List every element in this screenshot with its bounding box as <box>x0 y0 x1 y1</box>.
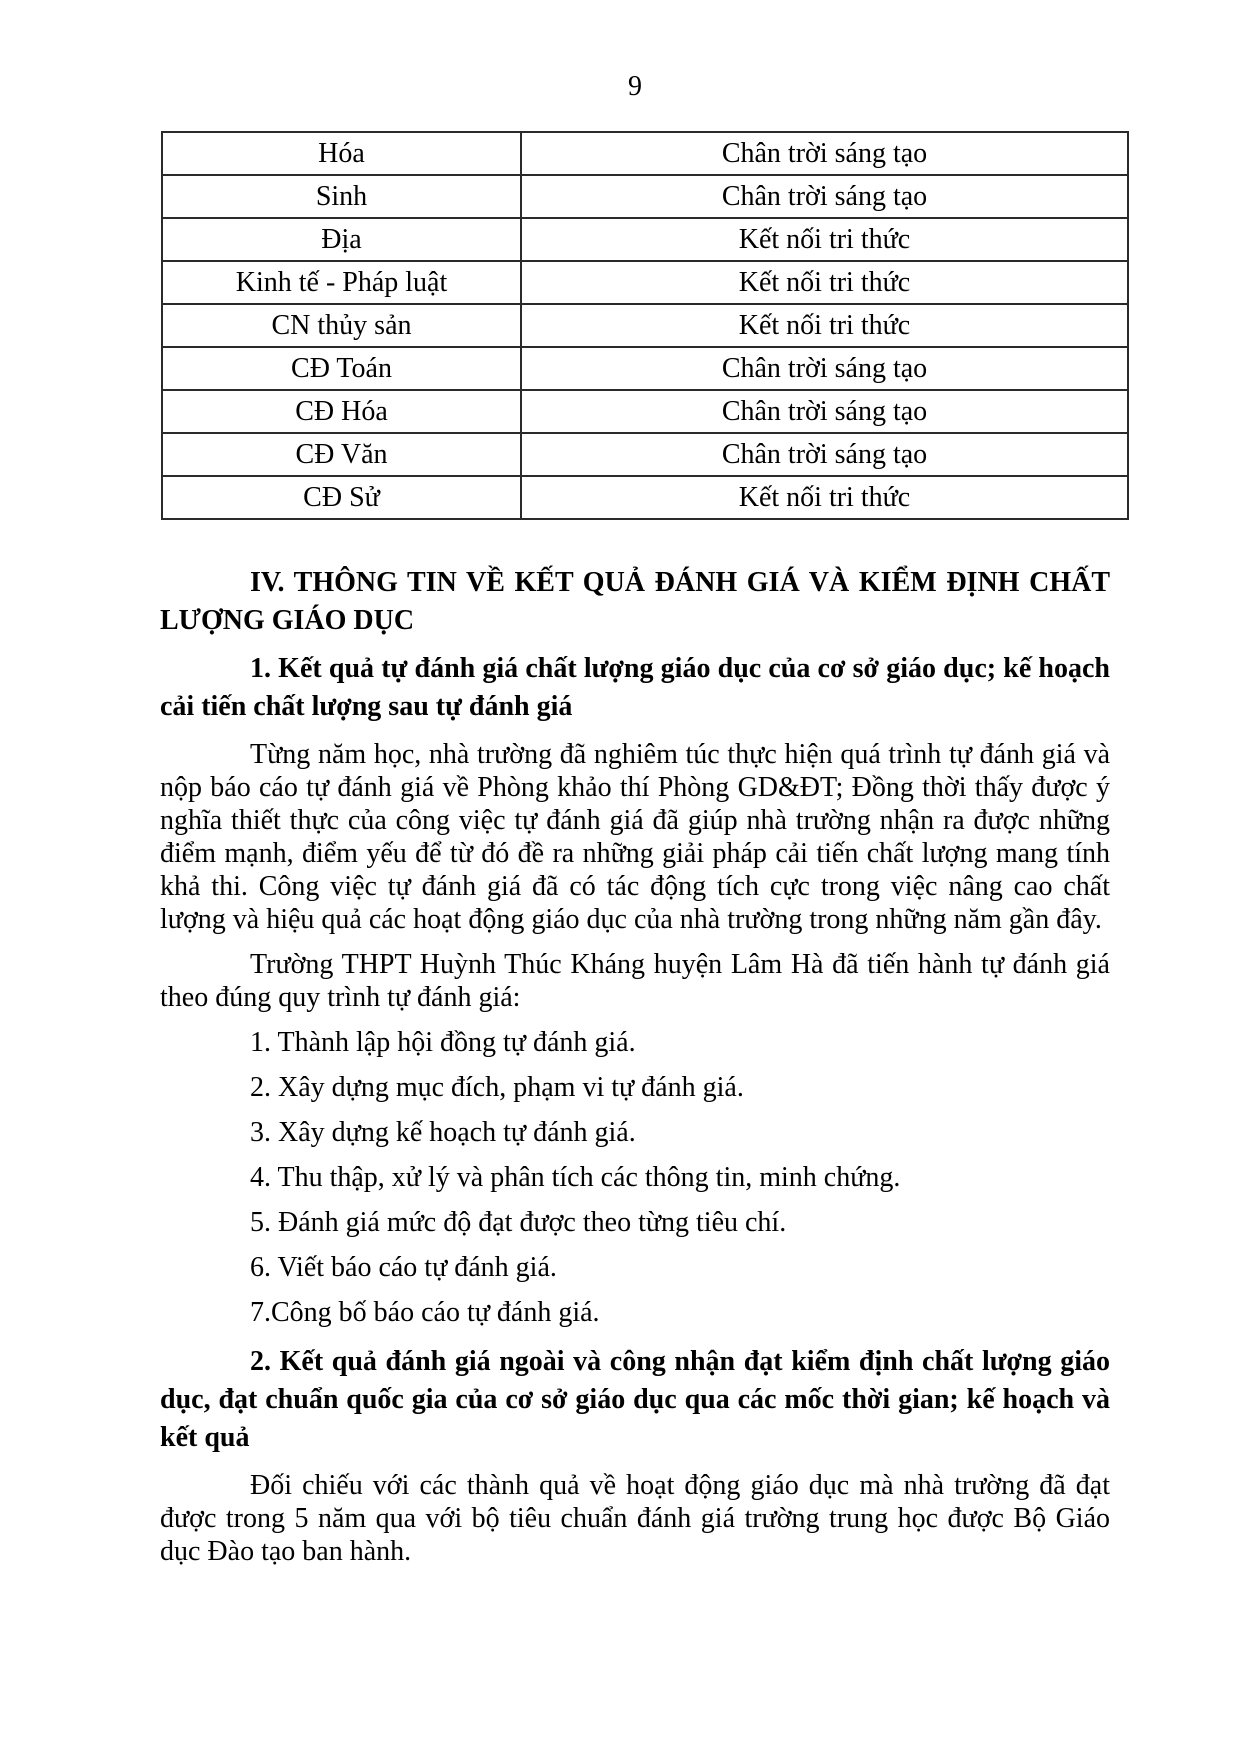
subject-cell: CĐ Sử <box>162 476 521 519</box>
subsection-1-heading: 1. Kết quả tự đánh giá chất lượng giáo dục của cơ sở giáo dục; kế hoạch cải tiến chất lượng sau tự đánh giá <box>160 653 1110 722</box>
table-row <box>162 390 1128 433</box>
subject-cell: Hóa <box>162 132 521 175</box>
list-item-step-1: 1. Thành lập hội đồng tự đánh giá. <box>250 1027 636 1058</box>
list-item-step-2: 2. Xây dựng mục đích, phạm vi tự đánh giá. <box>250 1072 744 1103</box>
paragraph-comparison: Đối chiếu với các thành quả về hoạt động giáo dục mà nhà trường đã đạt được trong 5 năm qua với bộ tiêu chuẩn đánh giá trường trung học được Bộ Giáo dục Đào tạo ban hành. <box>160 1470 1110 1567</box>
subject-cell: Sinh <box>162 175 521 218</box>
paragraph-school-process: Trường THPT Huỳnh Thúc Kháng huyện Lâm Hà đã tiến hành tự đánh giá theo đúng quy trình tự đánh giá: <box>160 949 1110 1013</box>
book-cell: Kết nối tri thức <box>521 476 1128 519</box>
page-number: 9 <box>628 71 642 102</box>
book-cell: Chân trời sáng tạo <box>521 433 1128 476</box>
table-row <box>162 132 1128 175</box>
table-row <box>162 304 1128 347</box>
table-row <box>162 261 1128 304</box>
table-row <box>162 175 1128 218</box>
subject-cell: CĐ Toán <box>162 347 521 390</box>
book-cell: Chân trời sáng tạo <box>521 175 1128 218</box>
book-cell: Chân trời sáng tạo <box>521 347 1128 390</box>
table-row <box>162 218 1128 261</box>
subject-cell: Kinh tế - Pháp luật <box>162 261 521 304</box>
section-iv-heading: IV. THÔNG TIN VỀ KẾT QUẢ ĐÁNH GIÁ VÀ KIỂM ĐỊNH CHẤT LƯỢNG GIÁO DỤC <box>160 567 1110 636</box>
book-cell: Chân trời sáng tạo <box>521 390 1128 433</box>
subject-cell: CĐ Hóa <box>162 390 521 433</box>
subject-cell: Địa <box>162 218 521 261</box>
subject-cell: CN thủy sản <box>162 304 521 347</box>
list-item-step-5: 5. Đánh giá mức độ đạt được theo từng tiêu chí. <box>250 1207 787 1238</box>
book-cell: Kết nối tri thức <box>521 218 1128 261</box>
subject-cell: CĐ Văn <box>162 433 521 476</box>
table-row <box>162 476 1128 519</box>
book-cell: Chân trời sáng tạo <box>521 132 1128 175</box>
list-item-step-4: 4. Thu thập, xử lý và phân tích các thông tin, minh chứng. <box>250 1162 901 1193</box>
paragraph-self-assessment: Từng năm học, nhà trường đã nghiêm túc thực hiện quá trình tự đánh giá và nộp báo cáo tự đánh giá về Phòng khảo thí Phòng GD&ĐT; Đồng thời thấy được ý nghĩa thiết thực của công việc tự đánh giá đã giúp nhà trường nhận ra được những điểm mạnh, điểm yếu để từ đó đề ra những giải pháp cải tiến chất lượng mang tính khả thi. Công việc tự đánh giá đã có tác động tích cực trong việc nâng cao chất lượng và hiệu quả các hoạt động giáo dục của nhà trường trong những năm gần đây. <box>160 739 1110 935</box>
book-cell: Kết nối tri thức <box>521 261 1128 304</box>
table-row <box>162 433 1128 476</box>
document-body <box>160 564 1110 1568</box>
subsection-2-heading: 2. Kết quả đánh giá ngoài và công nhận đạt kiểm định chất lượng giáo dục, đạt chuẩn quốc gia của cơ sở giáo dục qua các mốc thời gian; kế hoạch và kết quả <box>160 1346 1110 1453</box>
book-cell: Kết nối tri thức <box>521 304 1128 347</box>
list-item-step-7: 7.Công bố báo cáo tự đánh giá. <box>250 1297 600 1328</box>
list-item-step-6: 6. Viết báo cáo tự đánh giá. <box>250 1252 557 1283</box>
list-item-step-3: 3. Xây dựng kế hoạch tự đánh giá. <box>250 1117 636 1148</box>
table-row <box>162 347 1128 390</box>
textbook-table <box>161 131 1129 520</box>
